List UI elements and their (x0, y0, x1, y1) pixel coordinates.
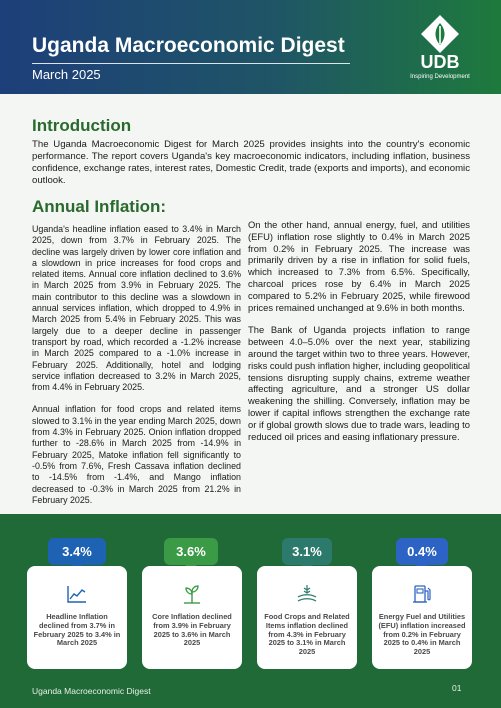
footer-publication-name: Uganda Macroeconomic Digest (32, 686, 151, 696)
inflation-right-column (248, 219, 470, 453)
udb-logo-icon (420, 14, 460, 54)
inflation-paragraph: Uganda's headline inflation eased to 3.4% in March 2025, down from 3.7% in February 2025. The decline was largely driven by lower core inflation and a slowdown in price increases for food crops and related items. Annual core inflation declined to 3.6% in March 2025 from 3.9% in February 2025. The main contributor to this decline was a slowdown in annual services inflation, which dropped to 4.9% in March 2025 from 5.4% in February 2025. This was largely due to a deeper decline in passenger transport by road, which recorded a -1.2% increase in March 2025 compared to a -1.0% increase in February 2025. Additionally, hotel and lodging service inflation decreased to 3.2% in March 2025, from 4.4% in February 2025. (32, 224, 241, 393)
crops-field-icon (295, 582, 319, 606)
food-crops-badge: 3.1% (282, 538, 332, 565)
core-inflation-label: Core Inflation declined from 3.9% in February 2025 to 3.6% in March 2025 (152, 612, 232, 648)
food-crops-label: Food Crops and Related Items inflation declined from 4.3% in February 2025 to 3.1% in March 2025 (264, 612, 350, 657)
page-number: 01 (452, 683, 462, 693)
inflation-paragraph: Annual inflation for food crops and related items slowed to 3.1% in the year ending March 2025, down from 4.3% in February 2025. Onion inflation dropped further to -28.6% in March 2025 from -14.9% in February 2025, Matoke inflation fell significantly to -0.5% from 7.6%, Fresh Cassava inflation declined to -14.5% from -1.4%, and Mango inflation decreased to -0.3% in March 2025 from 21.2% in February 2025. (32, 404, 241, 505)
introduction-body: The Uganda Macroeconomic Digest for March 2025 provides insights into the country's economic performance. The report covers Uganda's key macroeconomic indicators, including inflation, business confidence, exchange rates, interest rates, Domestic Credit, trade (exports and imports), and economic outlook. (32, 139, 470, 187)
headline-inflation-label: Headline Inflation declined from 3.7% in February 2025 to 3.4% in March 2025 (33, 612, 121, 648)
logo-wordmark: UDB (420, 52, 460, 72)
efu-inflation-label: Energy Fuel and Utilities (EFU) inflation increased from 0.2% in February 2025 to 0.4% in March 2025 (378, 612, 466, 657)
fuel-pump-icon (410, 582, 434, 606)
title-divider (32, 63, 350, 64)
logo-tagline: Inspiring Development (410, 74, 470, 80)
core-inflation-badge: 3.6% (164, 538, 218, 565)
inflation-paragraph: The Bank of Uganda projects inflation to range between 4.0–5.0% over the next year, stabilizing around the target within two to three years. However, risks could push inflation higher, including geopolitical tensions disrupting supply chains, extreme weather affecting agriculture, and a stronger US dollar weakening the shilling. Conversely, inflation may be lower if capital inflows strengthen the exchange rate or if global growth slows due to trade wars, leading to reduced oil prices and easing inflationary pressure. (248, 324, 471, 442)
plant-growth-icon (180, 582, 204, 606)
efu-inflation-card (372, 566, 472, 669)
headline-inflation-badge: 3.4% (48, 538, 106, 565)
page-subtitle: March 2025 (32, 67, 101, 82)
inflation-paragraph: On the other hand, annual energy, fuel, and utilities (EFU) inflation rose slightly to 0.4% in March 2025 from 0.2% in February 2025. The increase was primarily driven by a rise in inflation for solid fuels, which increased to 7.3% from 6.5%. Specifically, charcoal prices rose by 6.4% in March 2025 compared to 5.2% in February 2025, while firewood prices remained unchanged at 9.6% in both months. (248, 219, 470, 313)
page-title: Uganda Macroeconomic Digest (32, 34, 345, 57)
annual-inflation-heading: Annual Inflation: (32, 197, 167, 216)
introduction-heading: Introduction (32, 116, 132, 135)
core-inflation-card (142, 566, 242, 669)
efu-inflation-badge: 0.4% (396, 538, 448, 565)
inflation-left-column (32, 224, 241, 517)
header-banner (0, 0, 501, 94)
food-crops-card (257, 566, 357, 669)
headline-inflation-card (27, 566, 127, 669)
line-chart-icon (65, 582, 89, 606)
